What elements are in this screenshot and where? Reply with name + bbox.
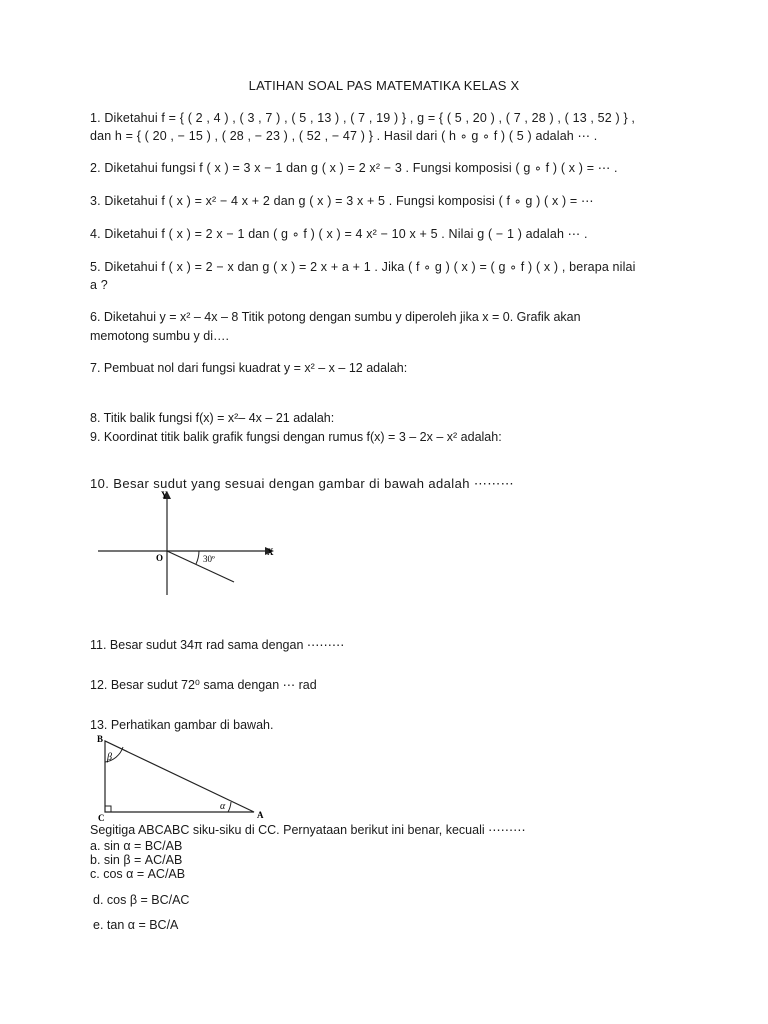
angle-ray: [167, 551, 234, 582]
angle-alpha-label: α: [220, 801, 226, 812]
option-a: a. sin α = BC/AB: [90, 839, 183, 853]
angle-label: 30º: [203, 554, 215, 564]
question-13-statement: Segitiga ABCABC siku-siku di CC. Pernyataan berikut ini benar, kecuali ⋯⋯⋯: [90, 823, 526, 837]
question-4: 4. Diketahui f ( x ) = 2 x − 1 dan ( g ∘ f ) ( x ) = 4 x² − 10 x + 5 . Nilai g ( − 1 ) adalah ⋯ .: [90, 227, 588, 241]
question-5-line-2: a ?: [90, 278, 108, 292]
x-axis-label: X: [267, 547, 274, 557]
option-b: b. sin β = AC/AB: [90, 853, 183, 867]
question-6-line-1: 6. Diketahui y = x² – 4x – 8 Titik potong dengan sumbu y diperoleh jika x = 0. Grafik akan: [90, 310, 581, 324]
question-3: 3. Diketahui f ( x ) = x² − 4 x + 2 dan g ( x ) = 3 x + 5 . Fungsi komposisi ( f ∘ g ) ( x ) = ⋯: [90, 194, 594, 208]
angle-arc: [196, 551, 199, 564]
option-e: e. tan α = BC/A: [93, 918, 179, 932]
option-c: c. cos α = AC/AB: [90, 867, 186, 881]
question-1-line-2: dan h = { ( 20 , − 15 ) , ( 28 , − 23 ) , ( 52 , − 47 ) } . Hasil dari ( h ∘ g ∘ f ) ( 5 ) adalah ⋯ .: [90, 129, 598, 143]
question-1-line-1: 1. Diketahui f = { ( 2 , 4 ) , ( 3 , 7 ) , ( 5 , 13 ) , ( 7 , 19 ) } , g = { ( 5 , 20 ) , ( 7 , 28 ) , ( 13 , 52 ) } ,: [90, 111, 636, 125]
angle-figure: [90, 487, 290, 602]
triangle-figure: [92, 730, 277, 822]
vertex-b-label: B: [97, 734, 104, 744]
question-13: 13. Perhatikan gambar di bawah.: [90, 718, 274, 732]
right-angle-mark: [105, 806, 111, 812]
y-axis-label: Y: [161, 490, 168, 500]
question-8: 8. Titik balik fungsi f(x) = x²– 4x – 21 adalah:: [90, 411, 335, 425]
question-6-line-2: memotong sumbu y di….: [90, 329, 229, 343]
question-12: 12. Besar sudut 72⁰ sama dengan ⋯ rad: [90, 678, 317, 692]
angle-beta-label: β: [107, 752, 112, 763]
question-9: 9. Koordinat titik balik grafik fungsi dengan rumus f(x) = 3 – 2x – x² adalah:: [90, 430, 502, 444]
option-d: d. cos β = BC/AC: [93, 893, 190, 907]
alpha-arc: [228, 802, 231, 812]
triangle-abc: [105, 741, 254, 812]
question-2: 2. Diketahui fungsi f ( x ) = 3 x − 1 dan g ( x ) = 2 x² − 3 . Fungsi komposisi ( g ∘ f ) ( x ) = ⋯ .: [90, 161, 618, 175]
page-title: LATIHAN SOAL PAS MATEMATIKA KELAS X: [248, 78, 520, 93]
origin-label: O: [156, 553, 164, 563]
question-10: 10. Besar sudut yang sesuai dengan gambar di bawah adalah ⋯⋯⋯: [90, 476, 515, 491]
question-7: 7. Pembuat nol dari fungsi kuadrat y = x² – x – 12 adalah:: [90, 361, 408, 375]
vertex-a-label: A: [257, 810, 264, 820]
question-11: 11. Besar sudut 34π rad sama dengan ⋯⋯⋯: [90, 638, 345, 652]
question-5-line-1: 5. Diketahui f ( x ) = 2 − x dan g ( x ) = 2 x + a + 1 . Jika ( f ∘ g ) ( x ) = ( g ∘ f ) ( x ) , berapa nilai: [90, 260, 636, 274]
vertex-c-label: C: [98, 813, 105, 822]
